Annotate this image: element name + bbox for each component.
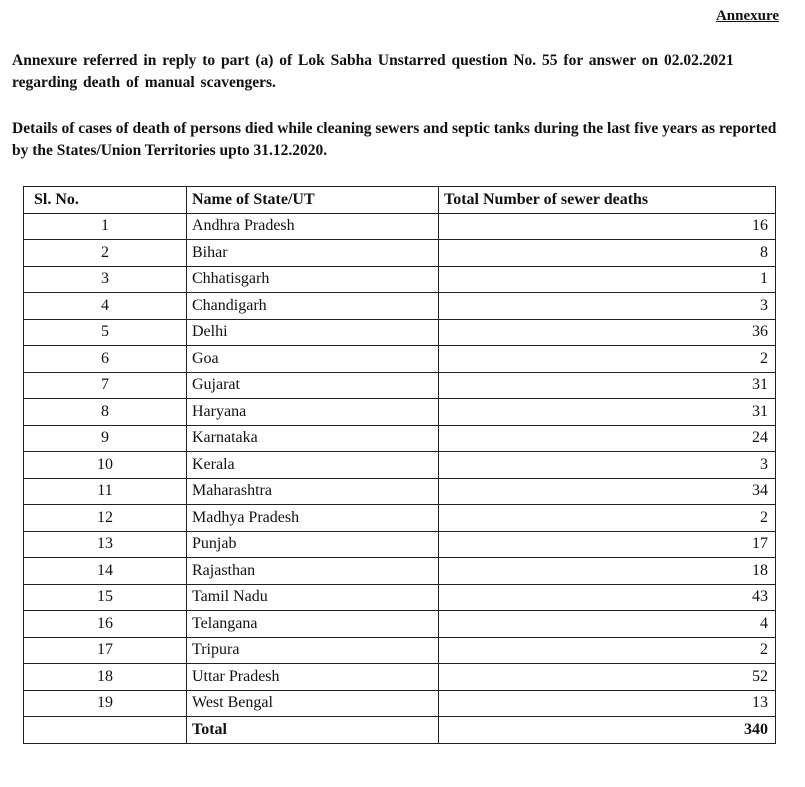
sl-no-cell: 4 bbox=[24, 293, 187, 320]
details-paragraph: Details of cases of death of persons died while cleaning sewers and septic tanks during the last five years as reported by the States/Union Territories upto 31.12.2020. bbox=[12, 120, 777, 159]
sl-no-cell: 12 bbox=[24, 505, 187, 532]
table-row bbox=[24, 505, 776, 532]
state-name-cell: Chandigarh bbox=[187, 293, 439, 320]
state-name-cell: Andhra Pradesh bbox=[187, 213, 439, 240]
table-row bbox=[24, 478, 776, 505]
sl-no-cell: 18 bbox=[24, 664, 187, 691]
state-name-cell: Goa bbox=[187, 346, 439, 373]
deaths-cell: 2 bbox=[439, 505, 776, 532]
table-row bbox=[24, 266, 776, 293]
state-name-cell: Uttar Pradesh bbox=[187, 664, 439, 691]
deaths-cell: 36 bbox=[439, 319, 776, 346]
state-name-cell: Madhya Pradesh bbox=[187, 505, 439, 532]
sl-no-cell: 3 bbox=[24, 266, 187, 293]
sl-no-cell: 8 bbox=[24, 399, 187, 426]
deaths-cell: 18 bbox=[439, 558, 776, 585]
total-sl-cell bbox=[24, 717, 187, 744]
state-name-cell: Kerala bbox=[187, 452, 439, 479]
total-label: Total bbox=[187, 717, 439, 744]
table-row bbox=[24, 399, 776, 426]
sl-no-cell: 17 bbox=[24, 637, 187, 664]
deaths-cell: 1 bbox=[439, 266, 776, 293]
total-value: 340 bbox=[439, 717, 776, 744]
deaths-cell: 8 bbox=[439, 240, 776, 267]
table-row bbox=[24, 584, 776, 611]
deaths-cell: 3 bbox=[439, 452, 776, 479]
state-name-cell: Punjab bbox=[187, 531, 439, 558]
sl-no-cell: 7 bbox=[24, 372, 187, 399]
intro-paragraph: Annexure referred in reply to part (a) of Lok Sabha Unstarred question No. 55 for answer on 02.02.2021 regarding death of manual scavengers. bbox=[12, 52, 734, 91]
table-row bbox=[24, 452, 776, 479]
state-name-cell: Gujarat bbox=[187, 372, 439, 399]
deaths-cell: 31 bbox=[439, 372, 776, 399]
table-row bbox=[24, 372, 776, 399]
deaths-cell: 17 bbox=[439, 531, 776, 558]
sl-no-cell: 9 bbox=[24, 425, 187, 452]
sl-no-cell: 16 bbox=[24, 611, 187, 638]
state-name-cell: Bihar bbox=[187, 240, 439, 267]
total-row bbox=[24, 717, 776, 744]
sl-no-cell: 6 bbox=[24, 346, 187, 373]
deaths-cell: 52 bbox=[439, 664, 776, 691]
table-row bbox=[24, 213, 776, 240]
table-row bbox=[24, 690, 776, 717]
sl-no-cell: 15 bbox=[24, 584, 187, 611]
table-row bbox=[24, 664, 776, 691]
deaths-cell: 2 bbox=[439, 346, 776, 373]
header-total-deaths: Total Number of sewer deaths bbox=[439, 187, 776, 214]
state-name-cell: Haryana bbox=[187, 399, 439, 426]
state-name-cell: Tamil Nadu bbox=[187, 584, 439, 611]
table-row bbox=[24, 346, 776, 373]
deaths-cell: 4 bbox=[439, 611, 776, 638]
table-row bbox=[24, 611, 776, 638]
state-name-cell: Telangana bbox=[187, 611, 439, 638]
deaths-cell: 16 bbox=[439, 213, 776, 240]
table-row bbox=[24, 637, 776, 664]
state-name-cell: Tripura bbox=[187, 637, 439, 664]
sl-no-cell: 5 bbox=[24, 319, 187, 346]
table-body bbox=[24, 213, 776, 717]
state-name-cell: Delhi bbox=[187, 319, 439, 346]
state-name-cell: Karnataka bbox=[187, 425, 439, 452]
deaths-cell: 3 bbox=[439, 293, 776, 320]
table-row bbox=[24, 425, 776, 452]
state-name-cell: West Bengal bbox=[187, 690, 439, 717]
sl-no-cell: 13 bbox=[24, 531, 187, 558]
state-name-cell: Maharashtra bbox=[187, 478, 439, 505]
deaths-cell: 34 bbox=[439, 478, 776, 505]
header-state-name: Name of State/UT bbox=[187, 187, 439, 214]
deaths-cell: 2 bbox=[439, 637, 776, 664]
table-row bbox=[24, 531, 776, 558]
header-sl-no: Sl. No. bbox=[24, 187, 187, 214]
sl-no-cell: 1 bbox=[24, 213, 187, 240]
sl-no-cell: 19 bbox=[24, 690, 187, 717]
deaths-cell: 24 bbox=[439, 425, 776, 452]
state-name-cell: Rajasthan bbox=[187, 558, 439, 585]
deaths-cell: 43 bbox=[439, 584, 776, 611]
sl-no-cell: 2 bbox=[24, 240, 187, 267]
table-header-row bbox=[24, 187, 776, 214]
sl-no-cell: 10 bbox=[24, 452, 187, 479]
table-row bbox=[24, 240, 776, 267]
annexure-title: Annexure bbox=[715, 8, 779, 24]
deaths-cell: 13 bbox=[439, 690, 776, 717]
sl-no-cell: 14 bbox=[24, 558, 187, 585]
sl-no-cell: 11 bbox=[24, 478, 187, 505]
table-row bbox=[24, 319, 776, 346]
state-name-cell: Chhatisgarh bbox=[187, 266, 439, 293]
deaths-cell: 31 bbox=[439, 399, 776, 426]
table-row bbox=[24, 293, 776, 320]
sewer-deaths-table bbox=[23, 186, 776, 744]
table-row bbox=[24, 558, 776, 585]
